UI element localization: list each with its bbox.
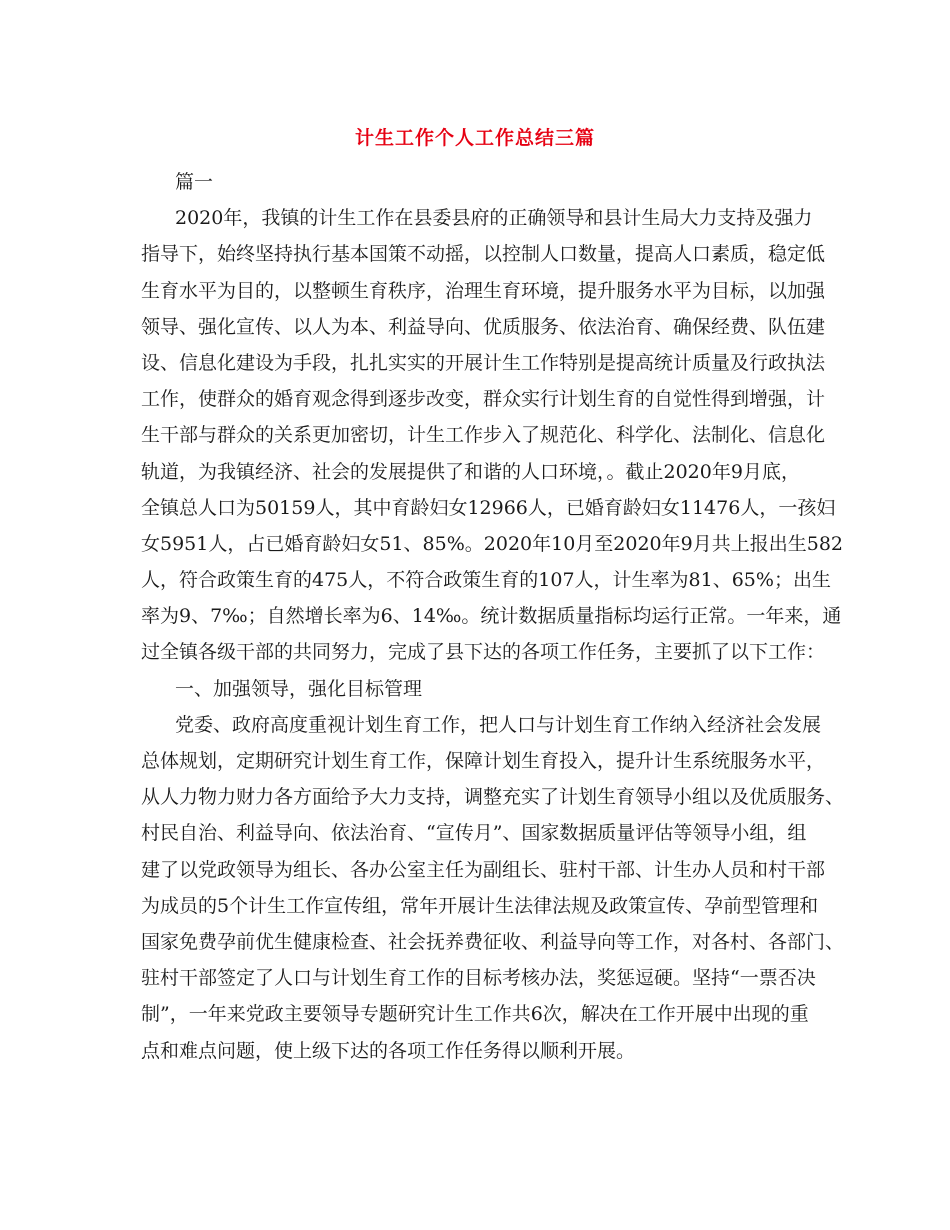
section-heading-part-one: 篇一: [175, 171, 214, 193]
paragraph-line: 从人力物力财力各方面给予大力支持，调整充实了计划生育领导小组以及优质服务、: [141, 786, 845, 809]
paragraph-line: 工作，使群众的婚育观念得到逐步改变，群众实行计划生育的自觉性得到增强，计: [141, 388, 826, 411]
paragraph-line: 过全镇各级干部的共同努力，完成了县下达的各项工作任务，主要抓了以下工作：: [141, 641, 826, 664]
paragraph-line: 制”，一年来党政主要领导专题研究计生工作共6次，解决在工作开展中出现的重: [141, 1003, 809, 1026]
paragraph-line: 人，符合政策生育的475人，不符合政策生育的107人，计生率为81、65%；出生: [141, 569, 831, 592]
paragraph-line: 全镇总人口为50159人，其中育龄妇女12966人，已婚育龄妇女11476人，一孩妇: [141, 496, 836, 519]
paragraph-line: 村民自治、利益导向、依法治育、“宣传月”、国家数据质量评估等领导小组，组: [141, 822, 807, 845]
paragraph-line: 设、信息化建设为手段，扎扎实实的开展计生工作特别是提高统计质量及行政执法: [141, 351, 826, 374]
section-heading: 一、加强领导，强化目标管理: [175, 677, 423, 700]
paragraph-line: 指导下，始终坚持执行基本国策不动摇，以控制人口数量，提高人口素质，稳定低: [141, 243, 826, 266]
paragraph-line: 点和难点问题，使上级下达的各项工作任务得以顺利开展。: [141, 1039, 636, 1062]
document-title: 计生工作个人工作总结三篇: [354, 127, 595, 149]
document-body: [141, 164, 845, 1069]
paragraph-line: 轨道，为我镇经济、社会的发展提供了和谐的人口环境，。截止2020年9月底，: [141, 460, 800, 483]
paragraph-line: 领导、强化宣传、以人为本、利益导向、优质服务、依法治育、确保经费、队伍建: [141, 315, 826, 338]
paragraph-line: 建了以党政领导为组长、各办公室主任为副组长、驻村干部、计生办人员和村干部: [141, 858, 826, 881]
paragraph-line: 女5951人，占已婚育龄妇女51、85%。2020年10月至2020年9月共上报出生582: [141, 532, 843, 555]
paragraph-line: 为成员的5个计生工作宣传组，常年开展计生法律法规及政策宣传、孕前型管理和: [141, 894, 819, 917]
paragraph-line: 生干部与群众的关系更加密切，计生工作步入了规范化、科学化、法制化、信息化: [141, 424, 826, 447]
paragraph-line: 2020年，我镇的计生工作在县委县府的正确领导和县计生局大力支持及强力: [175, 207, 813, 230]
paragraph-line: 驻村干部签定了人口与计划生育工作的目标考核办法，奖惩逗硬。坚持“一票否决: [141, 967, 816, 990]
paragraph-line: 党委、政府高度重视计划生育工作，把人口与计划生育工作纳入经济社会发展: [175, 713, 822, 736]
paragraph-line: 生育水平为目的，以整顿生育秩序，治理生育环境，提升服务水平为目标，以加强: [141, 279, 826, 302]
paragraph-line: 率为9、7‰；自然增长率为6、14‰。统计数据质量指标均运行正常。一年来，通: [141, 605, 842, 628]
paragraph-line: 国家免费孕前优生健康检查、社会抚养费征收、利益导向等工作，对各村、各部门、: [141, 930, 845, 953]
paragraph-line: 总体规划，定期研究计划生育工作，保障计划生育投入，提升计生系统服务水平，: [141, 750, 826, 772]
